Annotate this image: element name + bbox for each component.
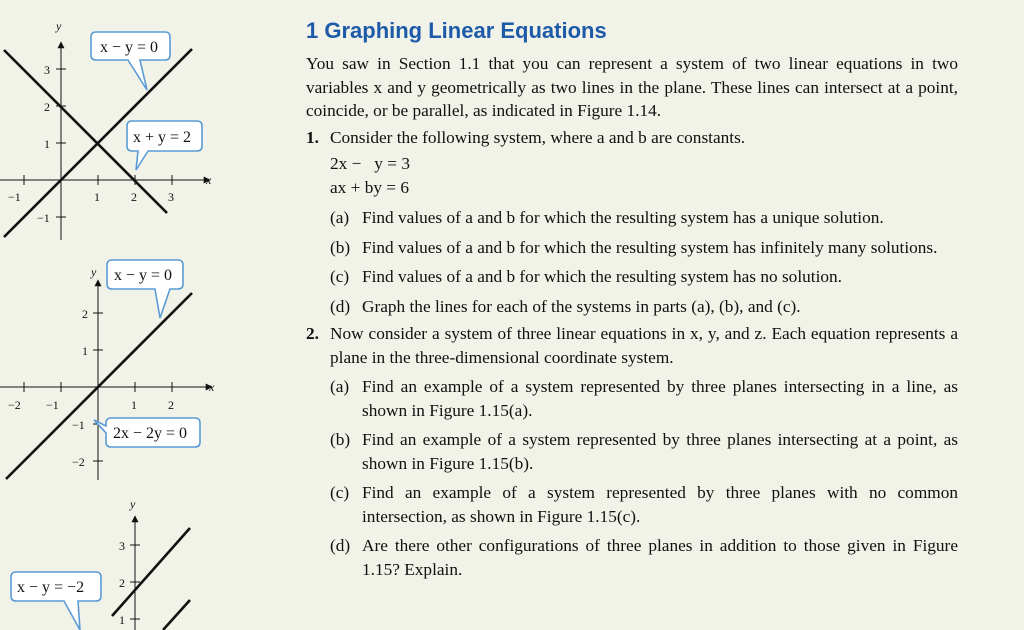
q1-part-d [306, 295, 958, 319]
graph2-x-label: x [209, 380, 215, 394]
question-number: 2. [306, 324, 319, 343]
part-label: (c) [330, 483, 350, 502]
text-column [306, 18, 958, 581]
question-2 [306, 322, 958, 369]
graph1-ytick: 1 [44, 137, 50, 151]
part-text: Graph the lines for each of the systems in parts (a), (b), and (c). [362, 296, 801, 316]
graph3-y-label: y [130, 497, 136, 511]
part-text: Find an example of a system represented by three planes intersecting at a point, as shown in Figure 1.15(b). [362, 430, 958, 473]
part-text: Are there other configurations of three planes in addition to those given in Figure 1.15? Explain. [362, 536, 958, 579]
graph1-ytick: 3 [44, 63, 50, 77]
graph1-y-label: y [56, 19, 62, 33]
part-label: (d) [330, 296, 351, 316]
graph2-callout-2-text: 2x − 2y = 0 [113, 425, 188, 442]
intro-paragraph: You saw in Section 1.1 that you can represent a system of two linear equations in two variables x and y geometrically as two lines in the plane. These lines can intersect at a point, coincide, or be parallel, as indicated in Figure 1.14. [306, 54, 958, 120]
question-text: Consider the following system, where a and b are constants. [330, 127, 746, 147]
section-title: 1 Graphing Linear Equations [306, 18, 607, 43]
graph2-ytick: 1 [82, 344, 88, 358]
graph2-callout-1-text: x − y = 0 [114, 267, 173, 284]
graph3-ytick: 3 [119, 539, 125, 553]
graph3-callout-1 [11, 572, 101, 630]
graph1-xtick: 2 [131, 190, 137, 204]
part-text: Find values of a and b for which the resulting system has infinitely many solutions. [362, 237, 938, 257]
graph2-y-label: y [91, 265, 97, 279]
graph1-callout-2-text: x + y = 2 [133, 129, 192, 146]
graph1-ytick: −1 [37, 211, 50, 225]
graph1-xtick: 1 [94, 190, 100, 204]
q1-part-c [306, 265, 958, 289]
part-label: (c) [330, 267, 350, 286]
graph2-xtick: −1 [46, 398, 59, 412]
graph1-xtick: 3 [168, 190, 174, 204]
part-text: Find values of a and b for which the resulting system has no solution. [362, 267, 842, 286]
question-text: Now consider a system of three linear equations in x, y, and z. Each equation represents a plane in the three-dimensional coordinate system. [330, 324, 958, 367]
q1-part-a [306, 206, 958, 230]
graph-3 [11, 497, 190, 630]
graph3-callout-1-text: x − y = −2 [17, 579, 85, 596]
part-text: Find values of a and b for which the resulting system has a unique solution. [362, 208, 884, 227]
graph-1 [0, 19, 212, 240]
part-label: (a) [330, 377, 350, 396]
part-label: (b) [330, 430, 351, 449]
q1-part-b [306, 236, 958, 260]
graph1-callout-2 [127, 121, 202, 170]
q2-part-b [306, 428, 958, 475]
figure-graphs [0, 0, 300, 630]
graph3-ytick: 1 [119, 613, 125, 627]
q2-part-c [306, 481, 958, 528]
equation-2: ax + by = 6 [330, 178, 410, 197]
graph2-callout-2 [94, 418, 200, 447]
graph-2 [0, 260, 215, 480]
graph2-xtick: 1 [131, 398, 137, 412]
part-label: (a) [330, 208, 350, 227]
graph1-xtick: −1 [8, 190, 21, 204]
graph2-callout-1 [107, 260, 183, 318]
graph2-xtick: 2 [168, 398, 174, 412]
part-text: Find an example of a system represented by three planes with no common intersection, as shown in Figure 1.15(c). [362, 483, 958, 526]
graph1-ytick: 2 [44, 100, 50, 114]
graph3-line-lower [163, 600, 190, 630]
part-text: Find an example of a system represented by three planes intersecting in a line, as shown in Figure 1.15(a). [362, 377, 958, 420]
graph2-ytick: 2 [82, 307, 88, 321]
equation-1: 2x − y = 3 [330, 154, 410, 173]
graph2-ytick: −2 [72, 455, 85, 469]
graph2-xtick: −2 [8, 398, 21, 412]
q2-part-a [306, 375, 958, 422]
graph1-callout-1-text: x − y = 0 [100, 39, 159, 56]
figure-column [0, 0, 300, 630]
part-label: (d) [330, 536, 351, 555]
graph3-ytick: 2 [119, 576, 125, 590]
graph1-x-label: x [206, 173, 212, 187]
graph2-line-x-minus-y [6, 293, 192, 479]
part-label: (b) [330, 237, 351, 257]
graph2-ytick: −1 [72, 418, 85, 432]
question-1 [306, 126, 958, 150]
question-number: 1. [306, 127, 319, 147]
q2-part-d [306, 534, 958, 581]
